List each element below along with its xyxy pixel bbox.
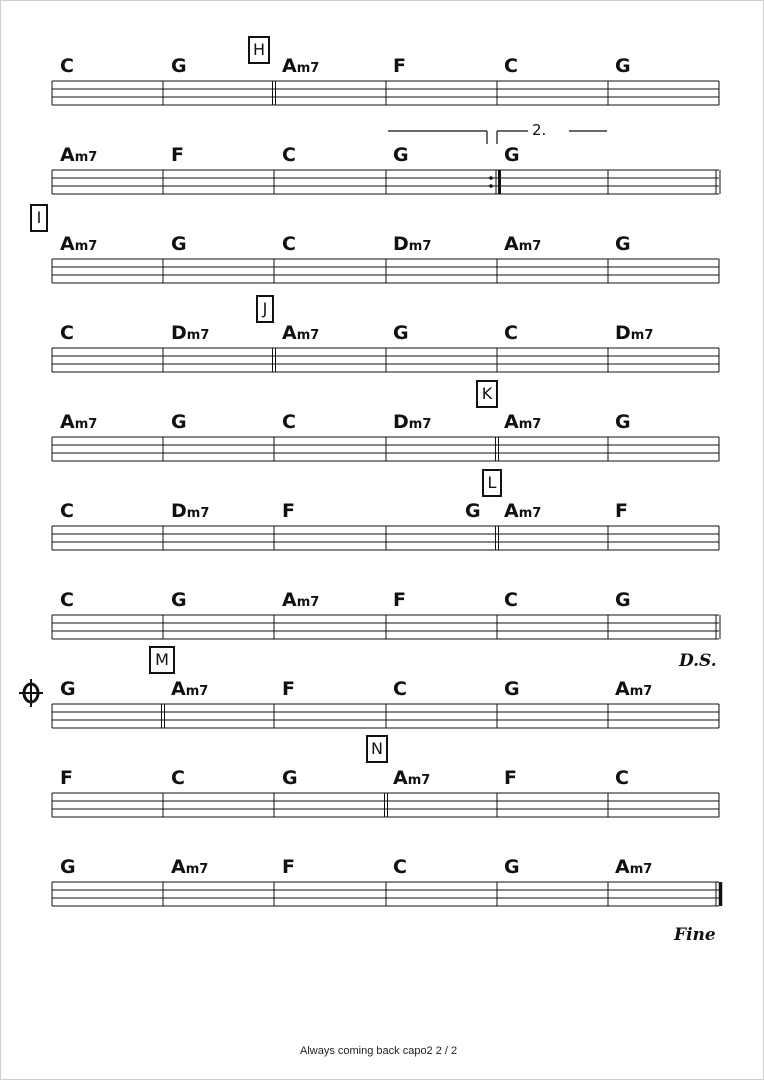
fine-marking: Fine — [674, 925, 716, 945]
staff-lines-layer — [1, 1, 763, 1079]
rehearsal-mark-i: I — [30, 204, 48, 232]
chord-root: A — [282, 55, 297, 77]
chord-root: C — [393, 856, 407, 878]
chord-root: C — [393, 678, 407, 700]
chord-symbol — [504, 324, 518, 343]
chord-symbol — [615, 57, 631, 76]
chord-quality: m7 — [74, 239, 98, 254]
chord-root: C — [60, 500, 74, 522]
chord-symbol — [504, 413, 541, 432]
chord-symbol — [282, 57, 319, 76]
chord-symbol — [171, 502, 209, 521]
chord-quality: m7 — [186, 506, 210, 521]
rehearsal-mark-h: H — [248, 36, 270, 64]
chord-symbol — [504, 769, 517, 788]
chord-root: C — [282, 233, 296, 255]
ds-marking: D.S. — [679, 651, 717, 671]
chord-root: G — [171, 233, 187, 255]
chord-symbol — [615, 502, 628, 521]
chord-root: A — [60, 411, 75, 433]
rehearsal-mark-l: L — [482, 469, 502, 497]
chord-root: A — [60, 233, 75, 255]
coda-icon — [18, 678, 44, 708]
chord-root: A — [504, 411, 519, 433]
chord-root: A — [171, 856, 186, 878]
chord-quality: m7 — [74, 417, 98, 432]
chord-root: C — [282, 411, 296, 433]
chord-symbol — [504, 146, 520, 165]
chord-root: A — [282, 589, 297, 611]
chord-symbol — [60, 591, 74, 610]
chord-quality: m7 — [407, 773, 431, 788]
chord-quality: m7 — [74, 150, 98, 165]
chord-symbol — [393, 858, 407, 877]
chord-symbol — [60, 57, 74, 76]
rehearsal-mark-j: J — [256, 295, 274, 323]
chord-root: D — [615, 322, 631, 344]
chord-root: C — [504, 322, 518, 344]
chord-symbol — [171, 680, 208, 699]
chord-root: D — [171, 500, 187, 522]
volta-2-label: 2. — [532, 121, 547, 139]
chord-symbol — [60, 680, 76, 699]
chord-symbol — [615, 235, 631, 254]
page-footer: Always coming back capo2 2 / 2 — [300, 1045, 458, 1057]
chord-symbol — [393, 413, 431, 432]
chord-root: C — [171, 767, 185, 789]
chord-root: G — [60, 856, 76, 878]
chord-quality: m7 — [296, 595, 320, 610]
chord-symbol — [171, 57, 187, 76]
chord-symbol — [282, 769, 298, 788]
chord-symbol — [171, 591, 187, 610]
chord-root: F — [171, 144, 184, 166]
chord-root: G — [60, 678, 76, 700]
chord-symbol — [393, 591, 406, 610]
chord-root: G — [615, 233, 631, 255]
chord-symbol — [393, 324, 409, 343]
chord-root: A — [60, 144, 75, 166]
chord-quality: m7 — [296, 61, 320, 76]
chord-symbol — [60, 324, 74, 343]
chord-quality: m7 — [518, 239, 542, 254]
chord-root: D — [393, 233, 409, 255]
chord-symbol — [393, 680, 407, 699]
chord-symbol — [393, 146, 409, 165]
chord-root: A — [504, 500, 519, 522]
chord-symbol — [60, 146, 97, 165]
chord-symbol — [393, 235, 431, 254]
chord-quality: m7 — [185, 862, 209, 877]
chord-root: F — [282, 500, 295, 522]
chord-symbol — [615, 858, 652, 877]
chord-root: C — [282, 144, 296, 166]
chord-symbol — [282, 591, 319, 610]
chord-symbol — [60, 502, 74, 521]
chord-symbol — [504, 858, 520, 877]
repeat-dot — [489, 176, 493, 180]
chord-quality: m7 — [518, 417, 542, 432]
chord-quality: m7 — [630, 328, 654, 343]
chord-root: G — [615, 589, 631, 611]
chord-symbol — [615, 324, 653, 343]
chord-root: G — [282, 767, 298, 789]
chord-symbol — [615, 680, 652, 699]
chord-quality: m7 — [408, 417, 432, 432]
chord-symbol — [171, 324, 209, 343]
repeat-dot — [489, 184, 493, 188]
chord-symbol — [504, 57, 518, 76]
chord-symbol — [282, 235, 296, 254]
chord-symbol — [60, 235, 97, 254]
chord-root: G — [615, 55, 631, 77]
chord-root: F — [615, 500, 628, 522]
chord-quality: m7 — [518, 506, 542, 521]
chord-root: C — [615, 767, 629, 789]
chord-root: C — [504, 589, 518, 611]
chord-symbol — [504, 235, 541, 254]
chord-symbol — [465, 502, 481, 521]
chord-root: F — [282, 856, 295, 878]
chord-root: G — [393, 144, 409, 166]
chord-symbol — [282, 324, 319, 343]
chord-root: F — [504, 767, 517, 789]
chord-root: A — [504, 233, 519, 255]
chord-symbol — [171, 769, 185, 788]
chord-root: A — [615, 678, 630, 700]
chord-root: F — [60, 767, 73, 789]
chord-quality: m7 — [296, 328, 320, 343]
chord-root: A — [282, 322, 297, 344]
chord-symbol — [171, 235, 187, 254]
chord-root: G — [615, 411, 631, 433]
chord-symbol — [60, 769, 73, 788]
chord-quality: m7 — [629, 862, 653, 877]
chord-symbol — [60, 858, 76, 877]
chord-symbol — [282, 680, 295, 699]
chord-symbol — [615, 591, 631, 610]
chord-root: F — [393, 55, 406, 77]
chord-root: G — [504, 144, 520, 166]
rehearsal-mark-k: K — [476, 380, 498, 408]
chord-symbol — [282, 413, 296, 432]
chord-root: A — [393, 767, 408, 789]
chord-symbol — [504, 591, 518, 610]
chord-root: G — [504, 678, 520, 700]
chord-symbol — [282, 502, 295, 521]
chord-quality: m7 — [629, 684, 653, 699]
chord-quality: m7 — [186, 328, 210, 343]
chord-root: A — [615, 856, 630, 878]
chord-quality: m7 — [185, 684, 209, 699]
chord-symbol — [393, 57, 406, 76]
chord-symbol — [171, 858, 208, 877]
chord-symbol — [393, 769, 430, 788]
chord-symbol — [282, 858, 295, 877]
chord-root: G — [171, 411, 187, 433]
chord-root: G — [171, 589, 187, 611]
chord-root: C — [60, 589, 74, 611]
chord-root: A — [171, 678, 186, 700]
chord-root: G — [171, 55, 187, 77]
chord-root: C — [60, 322, 74, 344]
chord-root: C — [504, 55, 518, 77]
chord-root: F — [393, 589, 406, 611]
chord-symbol — [171, 413, 187, 432]
chord-symbol — [615, 769, 629, 788]
chord-root: C — [60, 55, 74, 77]
chord-symbol — [504, 680, 520, 699]
chord-root: D — [171, 322, 187, 344]
chord-symbol — [504, 502, 541, 521]
chord-root: D — [393, 411, 409, 433]
chord-symbol — [282, 146, 296, 165]
chord-symbol — [171, 146, 184, 165]
chord-root: G — [504, 856, 520, 878]
chord-root: G — [393, 322, 409, 344]
chord-symbol — [615, 413, 631, 432]
chord-root: G — [465, 500, 481, 522]
chord-quality: m7 — [408, 239, 432, 254]
chord-symbol — [60, 413, 97, 432]
chord-root: F — [282, 678, 295, 700]
rehearsal-mark-n: N — [366, 735, 388, 763]
rehearsal-mark-m: M — [149, 646, 175, 674]
